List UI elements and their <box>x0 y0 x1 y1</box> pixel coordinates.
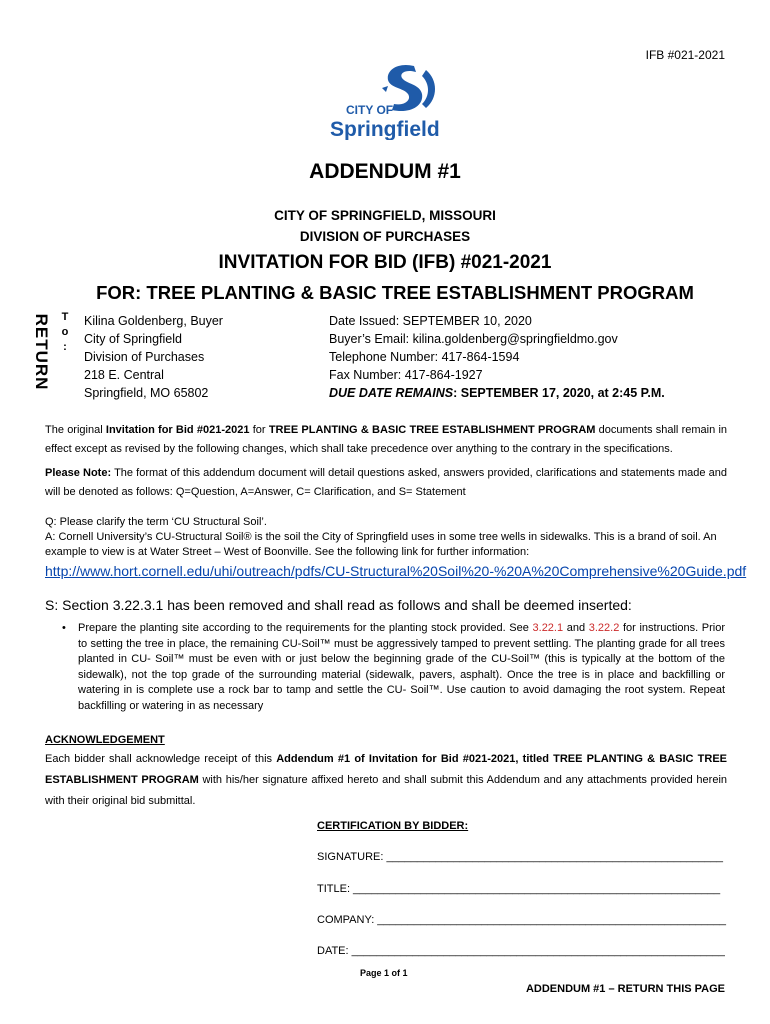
question: Q: Please clarify the term ‘CU Structural Soil’. <box>45 516 267 528</box>
due-date-label: DUE DATE REMAINS <box>329 386 454 400</box>
address-line: 218 E. Central <box>84 368 164 382</box>
company-field[interactable]: COMPANY: _________________________________________________________ <box>317 914 727 926</box>
signature-field[interactable]: SIGNATURE: _______________________________________________________ <box>317 851 723 863</box>
fax-number: Fax Number: 417-864-1927 <box>329 368 483 382</box>
intro-paragraph <box>45 421 727 459</box>
certification-heading: CERTIFICATION BY BIDDER: <box>317 820 469 832</box>
to-label-colon: : <box>63 341 67 353</box>
note-text: The format of this addendum document will detail questions asked, answers provided, clarifications and statements made and will be denoted as follows: Q=Question, A=Answer, C= Clarification, and S= Statement <box>45 467 727 498</box>
city-heading: CITY OF SPRINGFIELD, MISSOURI <box>274 208 496 223</box>
section-ref-link[interactable]: 3.22.2 <box>588 622 620 634</box>
to-label <box>60 310 70 355</box>
return-address <box>84 312 223 402</box>
address-line: Kilina Goldenberg, Buyer <box>84 314 223 328</box>
ifb-number: IFB #021-2021 <box>645 48 725 62</box>
acknowledgement-heading: ACKNOWLEDGEMENT <box>45 734 165 746</box>
note-label: Please Note: <box>45 467 112 479</box>
title-field[interactable]: TITLE: ____________________________________________________________ <box>317 883 721 895</box>
return-label: RETURN <box>32 313 51 391</box>
acknowledgement-text <box>45 749 727 812</box>
statement-heading: S: Section 3.22.3.1 has been removed and shall read as follows and shall be deemed inserted: <box>45 597 632 613</box>
logo-bird-icon <box>382 86 388 92</box>
intro-program: TREE PLANTING & BASIC TREE ESTABLISHMENT PROGRAM <box>268 424 596 436</box>
due-date <box>329 384 665 402</box>
program-title: FOR: TREE PLANTING & BASIC TREE ESTABLISHMENT PROGRAM <box>96 282 694 303</box>
bullet-part: for instructions. Prior to setting the tree in place, the remaining CU-Soil™ must be aggressively tamped to prevent settling. The planting grade for all trees planted in CU- Soil™ must be even with or just below the beginning grade of the CU-Soil™ (this is typically at the bottom of the sidewalk), not the top grade of the surrounding material (sidewalk, pavers, asphalt). Once the tree is in place and backfilling or watering in is complete use a rock bar to tamp and settle the CU- Soil™. Use caution to avoid damaging the root system. Repeat backfilling or watering in as necessary <box>78 622 726 712</box>
telephone-number: Telephone Number: 417-864-1594 <box>329 350 520 364</box>
ifb-title: INVITATION FOR BID (IFB) #021-2021 <box>218 252 552 273</box>
cornell-guide-link[interactable]: http://www.hort.cornell.edu/uhi/outreach/pdfs/CU-Structural%20Soil%20-%20A%20Comprehensive%20Guide.pdf <box>45 563 747 579</box>
logo-line1: CITY OF <box>346 103 394 117</box>
to-label-o: o <box>61 326 69 338</box>
address-line: Division of Purchases <box>84 350 205 364</box>
ack-bold: Addendum #1 of Invitation for Bid #021-2021, titled TREE PLANTING & BASIC TREE ESTABLISHMENT PROGRAM <box>45 753 728 786</box>
format-note <box>45 464 727 502</box>
bullet-part: Prepare the planting site according to the requirements for the planting stock provided. See <box>78 622 533 634</box>
intro-text: The original <box>45 424 106 436</box>
date-issued: Date Issued: SEPTEMBER 10, 2020 <box>329 314 532 328</box>
intro-ifb: Invitation for Bid #021-2021 <box>105 424 250 436</box>
due-date-value: : SEPTEMBER 17, 2020, at 2:45 P.M. <box>453 386 665 400</box>
question-answer <box>45 515 727 560</box>
intro-text: documents shall remain in effect except as revised by the following changes, which shall take precedence over anything to the contrary in the specifications. <box>45 424 728 455</box>
logo-line2: Springfield <box>330 118 440 140</box>
division-heading: DIVISION OF PURCHASES <box>299 229 471 244</box>
address-line: Springfield, MO 65802 <box>84 386 209 400</box>
city-of-springfield-logo <box>326 64 444 140</box>
statement-bullet <box>62 621 725 715</box>
bullet-part: and <box>563 622 589 634</box>
date-field[interactable]: DATE: _____________________________________________________________ <box>317 945 725 957</box>
to-label-t: T <box>61 311 69 323</box>
return-page-footer: ADDENDUM #1 – RETURN THIS PAGE <box>525 983 725 995</box>
ack-part: with his/her signature affixed hereto and shall submit this Addendum and any attachments provided herein with their original bid submittal. <box>45 774 727 807</box>
bullet-text <box>78 621 725 715</box>
page-number: Page 1 of 1 <box>360 968 408 978</box>
addendum-title: ADDENDUM #1 <box>309 160 461 183</box>
bid-details <box>329 312 665 402</box>
return-label-wrap <box>28 306 54 398</box>
intro-text: for <box>249 424 269 436</box>
ack-part: Each bidder shall acknowledge receipt of this <box>45 753 277 765</box>
bullet-dot-icon: • <box>62 622 66 634</box>
address-line: City of Springfield <box>84 332 182 346</box>
section-ref-link[interactable]: 3.22.1 <box>532 622 564 634</box>
buyer-email[interactable]: Buyer’s Email: kilina.goldenberg@springfieldmo.gov <box>329 332 618 346</box>
answer: A: Cornell University’s CU-Structural Soil® is the soil the City of Springfield uses in some tree wells in sidewalks. This is a brand of soil. An example to view is at Water Street – West of Boonville. See the following link for further information: <box>45 531 717 558</box>
logo-swoosh-icon <box>422 70 435 108</box>
